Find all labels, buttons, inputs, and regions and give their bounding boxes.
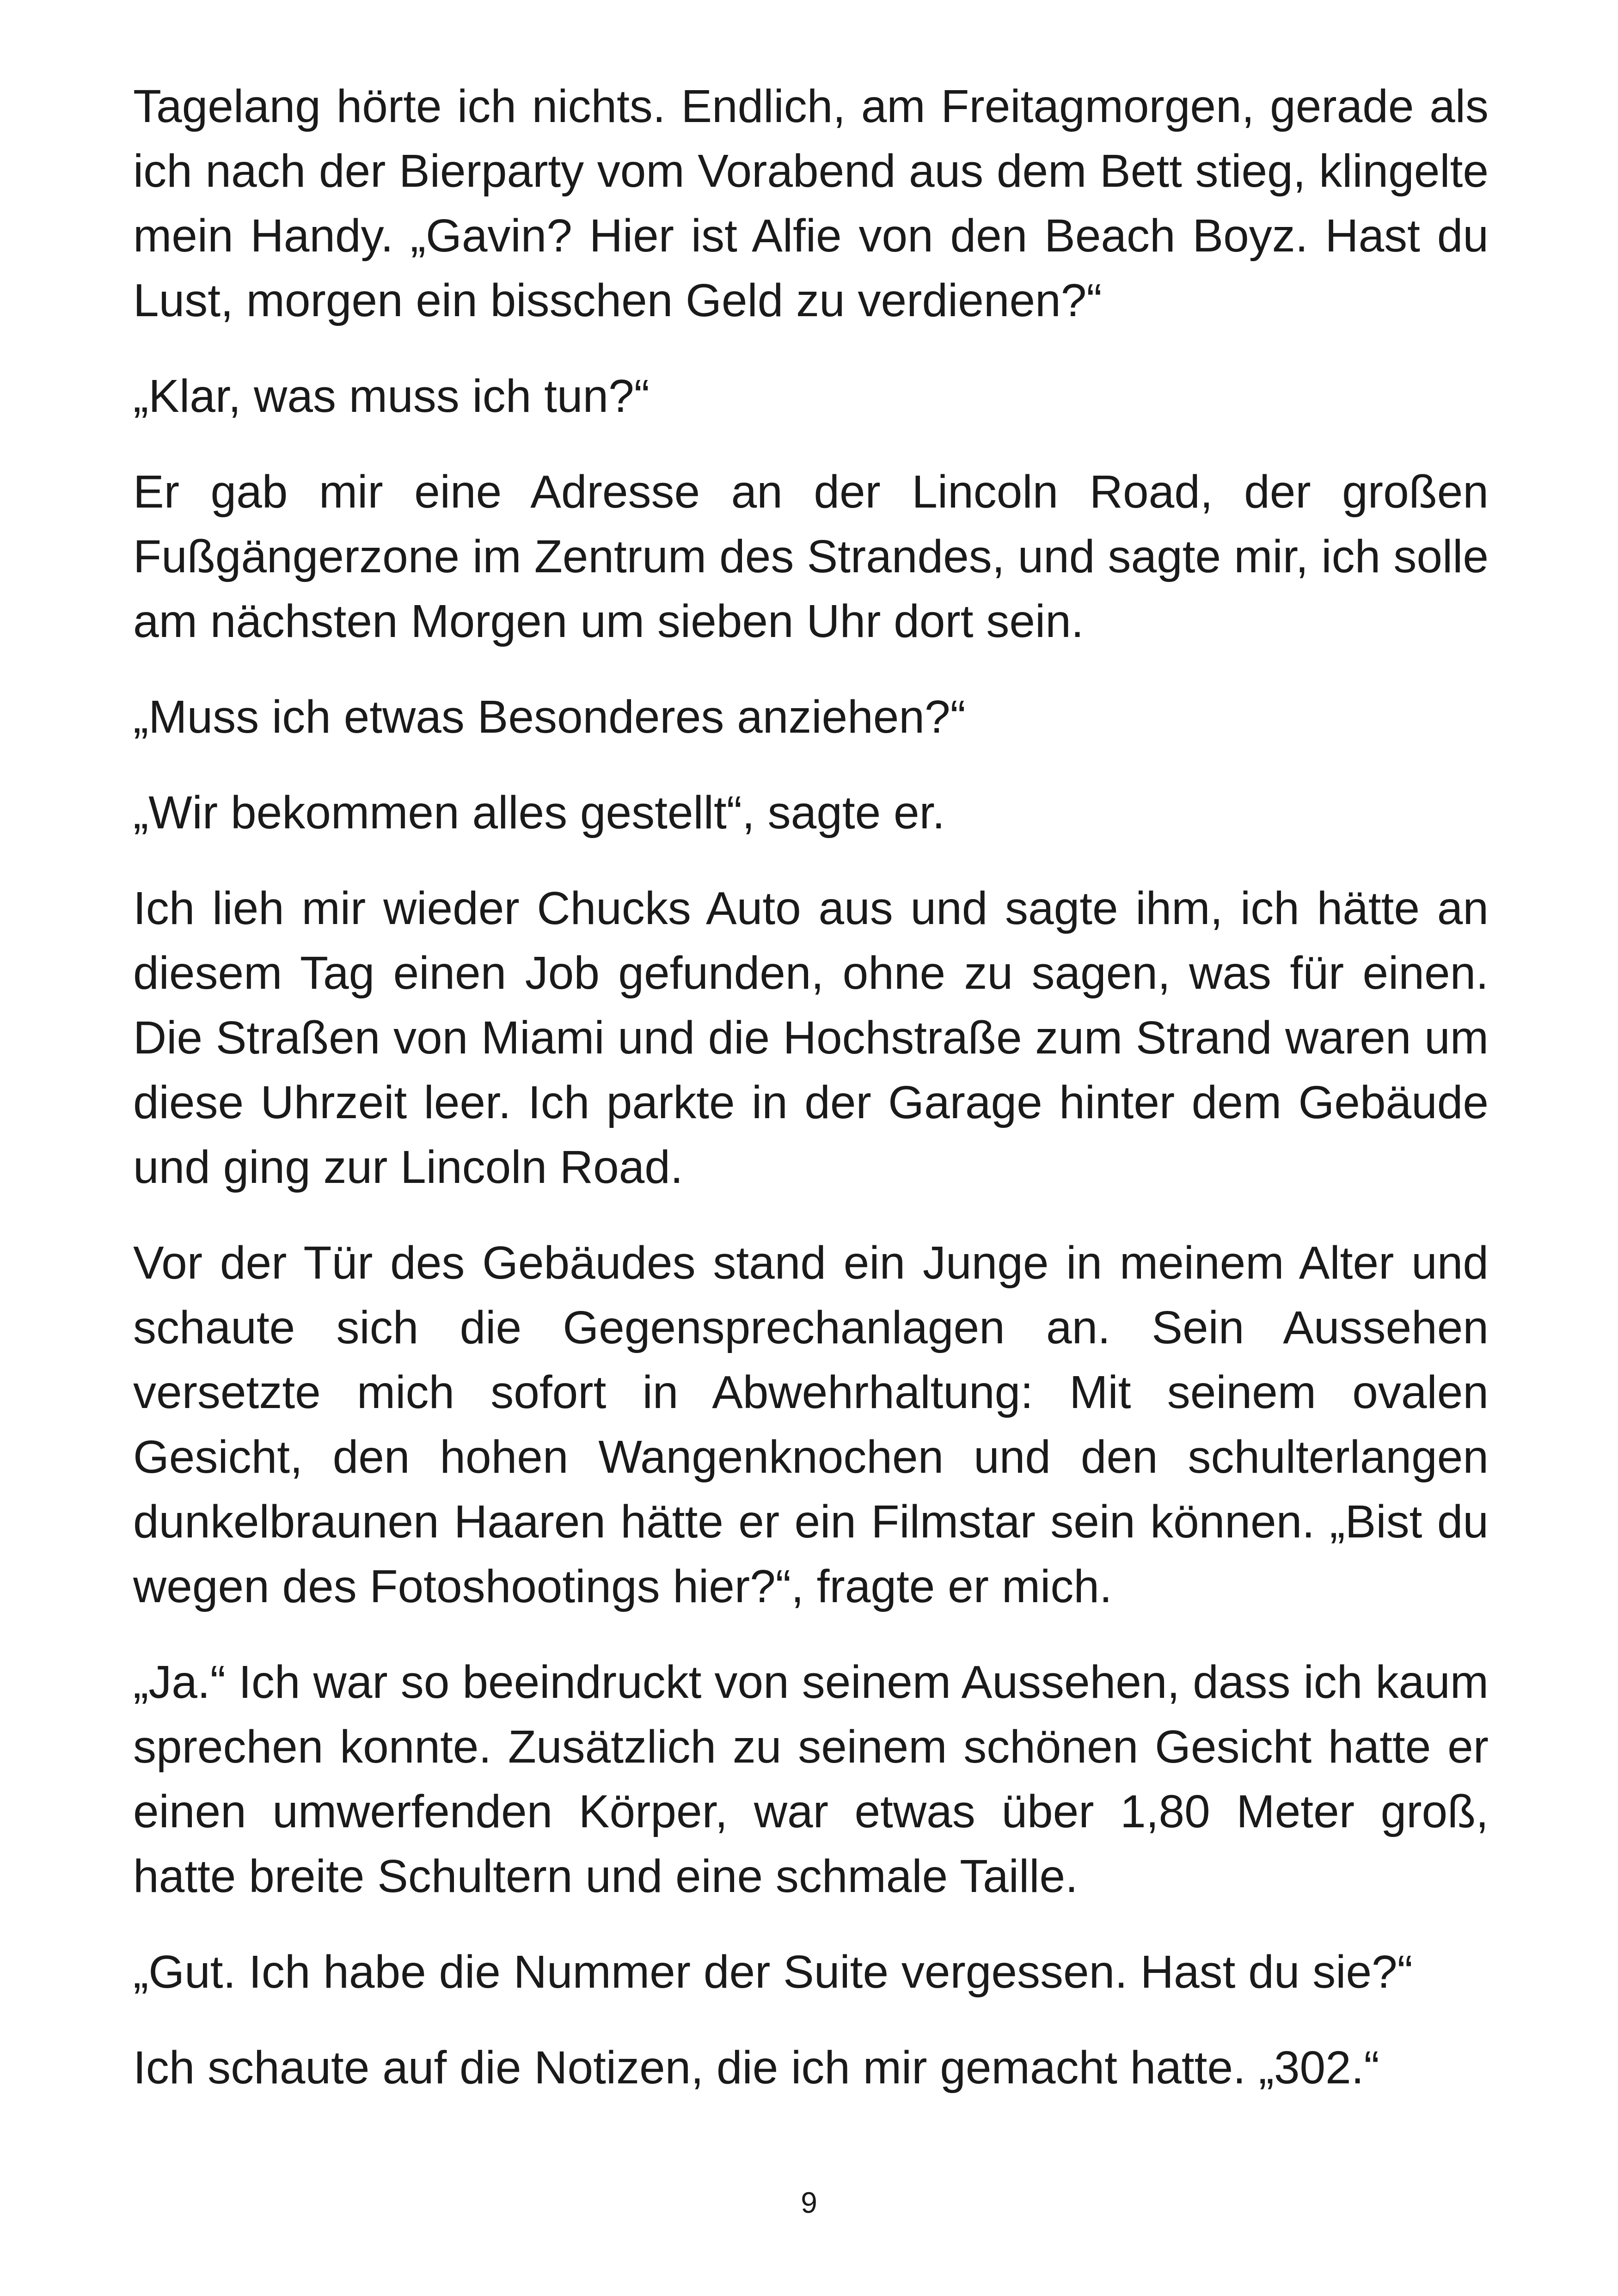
- paragraph: Tagelang hörte ich nichts. Endlich, am Freitagmorgen, gerade als ich nach der Bierparty vom Vorabend aus dem Bett stieg, klingelte mein Handy. „Gavin? Hier ist Alfie von den Beach Boyz. Hast du Lust, morgen ein bisschen Geld zu verdienen?“: [133, 80, 1489, 326]
- paragraph: Ich schaute auf die Notizen, die ich mir gemacht hatte. „302.“: [133, 2042, 1379, 2094]
- paragraph: „Klar, was muss ich tun?“: [133, 370, 650, 422]
- paragraph: „Wir bekommen alles gestellt“, sagte er.: [133, 787, 945, 839]
- page-number: 9: [801, 2186, 817, 2219]
- paragraph: „Ja.“ Ich war so beeindruckt von seinem Aussehen, dass ich kaum sprechen konnte. Zusätzlich zu seinem schönen Gesicht hatte er einen umwerfenden Körper, war etwas über 1,80 Meter groß, hatte breite Schultern und eine schmale Taille.: [133, 1656, 1489, 1902]
- paragraph: Er gab mir eine Adresse an der Lincoln Road, der großen Fußgängerzone im Zentrum des Strandes, und sagte mir, ich solle am nächsten Morgen um sieben Uhr dort sein.: [133, 466, 1489, 647]
- paragraph: Ich lieh mir wieder Chucks Auto aus und sagte ihm, ich hätte an diesem Tag einen Job gefunden, ohne zu sagen, was für einen. Die Straßen von Miami und die Hochstraße zum Strand waren um diese Uhrzeit leer. Ich parkte in der Garage hinter dem Gebäude und ging zur Lincoln Road.: [133, 882, 1489, 1193]
- paragraph: „Muss ich etwas Besonderes anziehen?“: [133, 691, 966, 743]
- paragraph: „Gut. Ich habe die Nummer der Suite vergessen. Hast du sie?“: [133, 1946, 1413, 1998]
- body-text: [133, 74, 1489, 2131]
- paragraph: Vor der Tür des Gebäudes stand ein Junge in meinem Alter und schaute sich die Gegensprechanlagen an. Sein Aussehen versetzte mich sofort in Abwehrhaltung: Mit seinem ovalen Gesicht, den hohen Wangenknochen und den schulterlangen dunkelbraunen Haaren hätte er ein Filmstar sein können. „Bist du wegen des Fotoshootings hier?“, fragte er mich.: [133, 1237, 1489, 1612]
